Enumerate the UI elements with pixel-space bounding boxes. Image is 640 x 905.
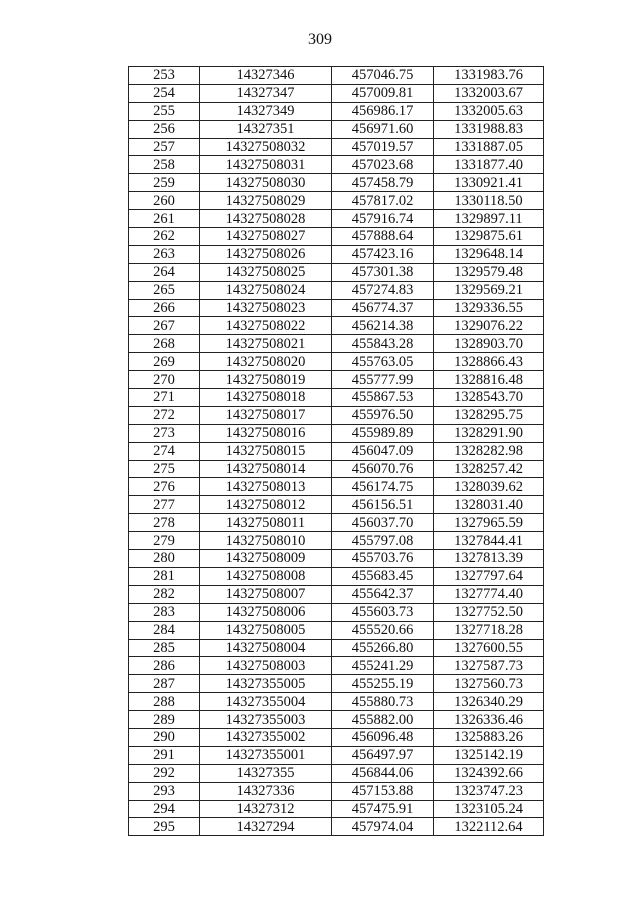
point-id-cell: 14327355001 (200, 746, 332, 764)
row-index-cell: 262 (129, 228, 200, 246)
point-id-cell: 14327294 (200, 818, 332, 836)
row-index-cell: 288 (129, 693, 200, 711)
point-id-cell: 14327508022 (200, 317, 332, 335)
y-coordinate-cell: 1328291.90 (434, 424, 544, 442)
row-index-cell: 256 (129, 120, 200, 138)
table-row (129, 245, 544, 263)
x-coordinate-cell: 457475.91 (332, 800, 434, 818)
row-index-cell: 291 (129, 746, 200, 764)
x-coordinate-cell: 455777.99 (332, 371, 434, 389)
table-row (129, 84, 544, 102)
point-id-cell: 14327347 (200, 84, 332, 102)
row-index-cell: 284 (129, 621, 200, 639)
point-id-cell: 14327508007 (200, 585, 332, 603)
point-id-cell: 14327355004 (200, 693, 332, 711)
y-coordinate-cell: 1323747.23 (434, 782, 544, 800)
point-id-cell: 14327508009 (200, 550, 332, 568)
table-row (129, 138, 544, 156)
point-id-cell: 14327508019 (200, 371, 332, 389)
row-index-cell: 287 (129, 675, 200, 693)
point-id-cell: 14327508017 (200, 406, 332, 424)
y-coordinate-cell: 1329897.11 (434, 210, 544, 228)
table-row (129, 639, 544, 657)
table-row (129, 299, 544, 317)
table-row (129, 156, 544, 174)
y-coordinate-cell: 1327813.39 (434, 550, 544, 568)
table-row (129, 442, 544, 460)
y-coordinate-cell: 1327600.55 (434, 639, 544, 657)
table-row (129, 192, 544, 210)
x-coordinate-cell: 457009.81 (332, 84, 434, 102)
point-id-cell: 14327508012 (200, 496, 332, 514)
row-index-cell: 263 (129, 245, 200, 263)
row-index-cell: 289 (129, 711, 200, 729)
y-coordinate-cell: 1332005.63 (434, 102, 544, 120)
x-coordinate-cell: 457974.04 (332, 818, 434, 836)
row-index-cell: 273 (129, 424, 200, 442)
y-coordinate-cell: 1326340.29 (434, 693, 544, 711)
y-coordinate-cell: 1331983.76 (434, 67, 544, 85)
point-id-cell: 14327312 (200, 800, 332, 818)
row-index-cell: 283 (129, 603, 200, 621)
row-index-cell: 295 (129, 818, 200, 836)
x-coordinate-cell: 455642.37 (332, 585, 434, 603)
y-coordinate-cell: 1326336.46 (434, 711, 544, 729)
point-id-cell: 14327508011 (200, 514, 332, 532)
x-coordinate-cell: 455520.66 (332, 621, 434, 639)
point-id-cell: 14327508021 (200, 335, 332, 353)
point-id-cell: 14327508023 (200, 299, 332, 317)
y-coordinate-cell: 1327560.73 (434, 675, 544, 693)
x-coordinate-cell: 455880.73 (332, 693, 434, 711)
point-id-cell: 14327508008 (200, 567, 332, 585)
x-coordinate-cell: 455683.45 (332, 567, 434, 585)
table-row (129, 728, 544, 746)
row-index-cell: 285 (129, 639, 200, 657)
point-id-cell: 14327508006 (200, 603, 332, 621)
point-id-cell: 14327508026 (200, 245, 332, 263)
y-coordinate-cell: 1327718.28 (434, 621, 544, 639)
page-number: 309 (308, 31, 332, 48)
table-row (129, 424, 544, 442)
x-coordinate-cell: 456156.51 (332, 496, 434, 514)
table-row (129, 281, 544, 299)
point-id-cell: 14327508032 (200, 138, 332, 156)
table-row (129, 174, 544, 192)
y-coordinate-cell: 1324392.66 (434, 764, 544, 782)
row-index-cell: 275 (129, 460, 200, 478)
point-id-cell: 14327508005 (200, 621, 332, 639)
row-index-cell: 267 (129, 317, 200, 335)
table-row (129, 818, 544, 836)
point-id-cell: 14327355002 (200, 728, 332, 746)
table-row (129, 621, 544, 639)
row-index-cell: 293 (129, 782, 200, 800)
row-index-cell: 269 (129, 353, 200, 371)
x-coordinate-cell: 457888.64 (332, 228, 434, 246)
table-row (129, 389, 544, 407)
row-index-cell: 253 (129, 67, 200, 85)
x-coordinate-cell: 455867.53 (332, 389, 434, 407)
y-coordinate-cell: 1329569.21 (434, 281, 544, 299)
y-coordinate-cell: 1331877.40 (434, 156, 544, 174)
table-row (129, 514, 544, 532)
point-id-cell: 14327508028 (200, 210, 332, 228)
table-body (129, 67, 544, 836)
table-row (129, 67, 544, 85)
row-index-cell: 272 (129, 406, 200, 424)
x-coordinate-cell: 456986.17 (332, 102, 434, 120)
table-row (129, 800, 544, 818)
point-id-cell: 14327508020 (200, 353, 332, 371)
row-index-cell: 258 (129, 156, 200, 174)
table-row (129, 603, 544, 621)
x-coordinate-cell: 457153.88 (332, 782, 434, 800)
row-index-cell: 279 (129, 532, 200, 550)
point-id-cell: 14327336 (200, 782, 332, 800)
x-coordinate-cell: 457423.16 (332, 245, 434, 263)
y-coordinate-cell: 1331887.05 (434, 138, 544, 156)
y-coordinate-cell: 1325142.19 (434, 746, 544, 764)
table-row (129, 460, 544, 478)
point-id-cell: 14327349 (200, 102, 332, 120)
table-row (129, 585, 544, 603)
point-id-cell: 14327355003 (200, 711, 332, 729)
row-index-cell: 261 (129, 210, 200, 228)
point-id-cell: 14327355 (200, 764, 332, 782)
row-index-cell: 271 (129, 389, 200, 407)
row-index-cell: 265 (129, 281, 200, 299)
y-coordinate-cell: 1328543.70 (434, 389, 544, 407)
point-id-cell: 14327508031 (200, 156, 332, 174)
x-coordinate-cell: 457019.57 (332, 138, 434, 156)
point-id-cell: 14327508004 (200, 639, 332, 657)
y-coordinate-cell: 1328295.75 (434, 406, 544, 424)
y-coordinate-cell: 1331988.83 (434, 120, 544, 138)
table-row (129, 711, 544, 729)
point-id-cell: 14327508010 (200, 532, 332, 550)
point-id-cell: 14327346 (200, 67, 332, 85)
point-id-cell: 14327508025 (200, 263, 332, 281)
y-coordinate-cell: 1329648.14 (434, 245, 544, 263)
point-id-cell: 14327508013 (200, 478, 332, 496)
x-coordinate-cell: 456497.97 (332, 746, 434, 764)
y-coordinate-cell: 1329579.48 (434, 263, 544, 281)
y-coordinate-cell: 1323105.24 (434, 800, 544, 818)
y-coordinate-cell: 1328039.62 (434, 478, 544, 496)
x-coordinate-cell: 455797.08 (332, 532, 434, 550)
y-coordinate-cell: 1330118.50 (434, 192, 544, 210)
y-coordinate-cell: 1328282.98 (434, 442, 544, 460)
table-row (129, 228, 544, 246)
y-coordinate-cell: 1329875.61 (434, 228, 544, 246)
y-coordinate-cell: 1328903.70 (434, 335, 544, 353)
table-row (129, 693, 544, 711)
x-coordinate-cell: 456037.70 (332, 514, 434, 532)
point-id-cell: 14327508016 (200, 424, 332, 442)
table-row (129, 406, 544, 424)
y-coordinate-cell: 1330921.41 (434, 174, 544, 192)
x-coordinate-cell: 457301.38 (332, 263, 434, 281)
point-id-cell: 14327508024 (200, 281, 332, 299)
point-id-cell: 14327508015 (200, 442, 332, 460)
y-coordinate-cell: 1332003.67 (434, 84, 544, 102)
table-row (129, 371, 544, 389)
table-row (129, 764, 544, 782)
y-coordinate-cell: 1327774.40 (434, 585, 544, 603)
table-row (129, 335, 544, 353)
x-coordinate-cell: 455603.73 (332, 603, 434, 621)
y-coordinate-cell: 1327797.64 (434, 567, 544, 585)
x-coordinate-cell: 455763.05 (332, 353, 434, 371)
row-index-cell: 260 (129, 192, 200, 210)
point-id-cell: 14327355005 (200, 675, 332, 693)
y-coordinate-cell: 1328257.42 (434, 460, 544, 478)
row-index-cell: 277 (129, 496, 200, 514)
point-id-cell: 14327351 (200, 120, 332, 138)
row-index-cell: 276 (129, 478, 200, 496)
row-index-cell: 274 (129, 442, 200, 460)
y-coordinate-cell: 1327965.59 (434, 514, 544, 532)
table-row (129, 550, 544, 568)
table-row (129, 263, 544, 281)
x-coordinate-cell: 457023.68 (332, 156, 434, 174)
table-row (129, 567, 544, 585)
point-id-cell: 14327508027 (200, 228, 332, 246)
row-index-cell: 280 (129, 550, 200, 568)
coordinates-table (128, 66, 544, 836)
x-coordinate-cell: 457274.83 (332, 281, 434, 299)
x-coordinate-cell: 456214.38 (332, 317, 434, 335)
row-index-cell: 264 (129, 263, 200, 281)
x-coordinate-cell: 456096.48 (332, 728, 434, 746)
y-coordinate-cell: 1327752.50 (434, 603, 544, 621)
row-index-cell: 286 (129, 657, 200, 675)
y-coordinate-cell: 1329336.55 (434, 299, 544, 317)
row-index-cell: 254 (129, 84, 200, 102)
table-row (129, 782, 544, 800)
x-coordinate-cell: 455255.19 (332, 675, 434, 693)
table-row (129, 102, 544, 120)
table-row (129, 120, 544, 138)
row-index-cell: 270 (129, 371, 200, 389)
x-coordinate-cell: 457458.79 (332, 174, 434, 192)
x-coordinate-cell: 456971.60 (332, 120, 434, 138)
table-row (129, 496, 544, 514)
y-coordinate-cell: 1327844.41 (434, 532, 544, 550)
table-row (129, 675, 544, 693)
point-id-cell: 14327508003 (200, 657, 332, 675)
row-index-cell: 255 (129, 102, 200, 120)
table-row (129, 210, 544, 228)
y-coordinate-cell: 1328866.43 (434, 353, 544, 371)
row-index-cell: 268 (129, 335, 200, 353)
x-coordinate-cell: 455882.00 (332, 711, 434, 729)
x-coordinate-cell: 455843.28 (332, 335, 434, 353)
x-coordinate-cell: 457817.02 (332, 192, 434, 210)
y-coordinate-cell: 1325883.26 (434, 728, 544, 746)
point-id-cell: 14327508030 (200, 174, 332, 192)
x-coordinate-cell: 457046.75 (332, 67, 434, 85)
x-coordinate-cell: 455703.76 (332, 550, 434, 568)
row-index-cell: 292 (129, 764, 200, 782)
row-index-cell: 266 (129, 299, 200, 317)
y-coordinate-cell: 1328816.48 (434, 371, 544, 389)
point-id-cell: 14327508014 (200, 460, 332, 478)
row-index-cell: 259 (129, 174, 200, 192)
x-coordinate-cell: 456174.75 (332, 478, 434, 496)
x-coordinate-cell: 456047.09 (332, 442, 434, 460)
y-coordinate-cell: 1329076.22 (434, 317, 544, 335)
row-index-cell: 290 (129, 728, 200, 746)
row-index-cell: 294 (129, 800, 200, 818)
x-coordinate-cell: 456774.37 (332, 299, 434, 317)
y-coordinate-cell: 1328031.40 (434, 496, 544, 514)
table-row (129, 317, 544, 335)
x-coordinate-cell: 456844.06 (332, 764, 434, 782)
x-coordinate-cell: 456070.76 (332, 460, 434, 478)
row-index-cell: 281 (129, 567, 200, 585)
x-coordinate-cell: 455241.29 (332, 657, 434, 675)
table-row (129, 353, 544, 371)
row-index-cell: 278 (129, 514, 200, 532)
table-row (129, 657, 544, 675)
x-coordinate-cell: 455976.50 (332, 406, 434, 424)
x-coordinate-cell: 457916.74 (332, 210, 434, 228)
table-row (129, 478, 544, 496)
table-row (129, 746, 544, 764)
table-row (129, 532, 544, 550)
row-index-cell: 282 (129, 585, 200, 603)
x-coordinate-cell: 455266.80 (332, 639, 434, 657)
y-coordinate-cell: 1322112.64 (434, 818, 544, 836)
point-id-cell: 14327508018 (200, 389, 332, 407)
point-id-cell: 14327508029 (200, 192, 332, 210)
y-coordinate-cell: 1327587.73 (434, 657, 544, 675)
row-index-cell: 257 (129, 138, 200, 156)
x-coordinate-cell: 455989.89 (332, 424, 434, 442)
